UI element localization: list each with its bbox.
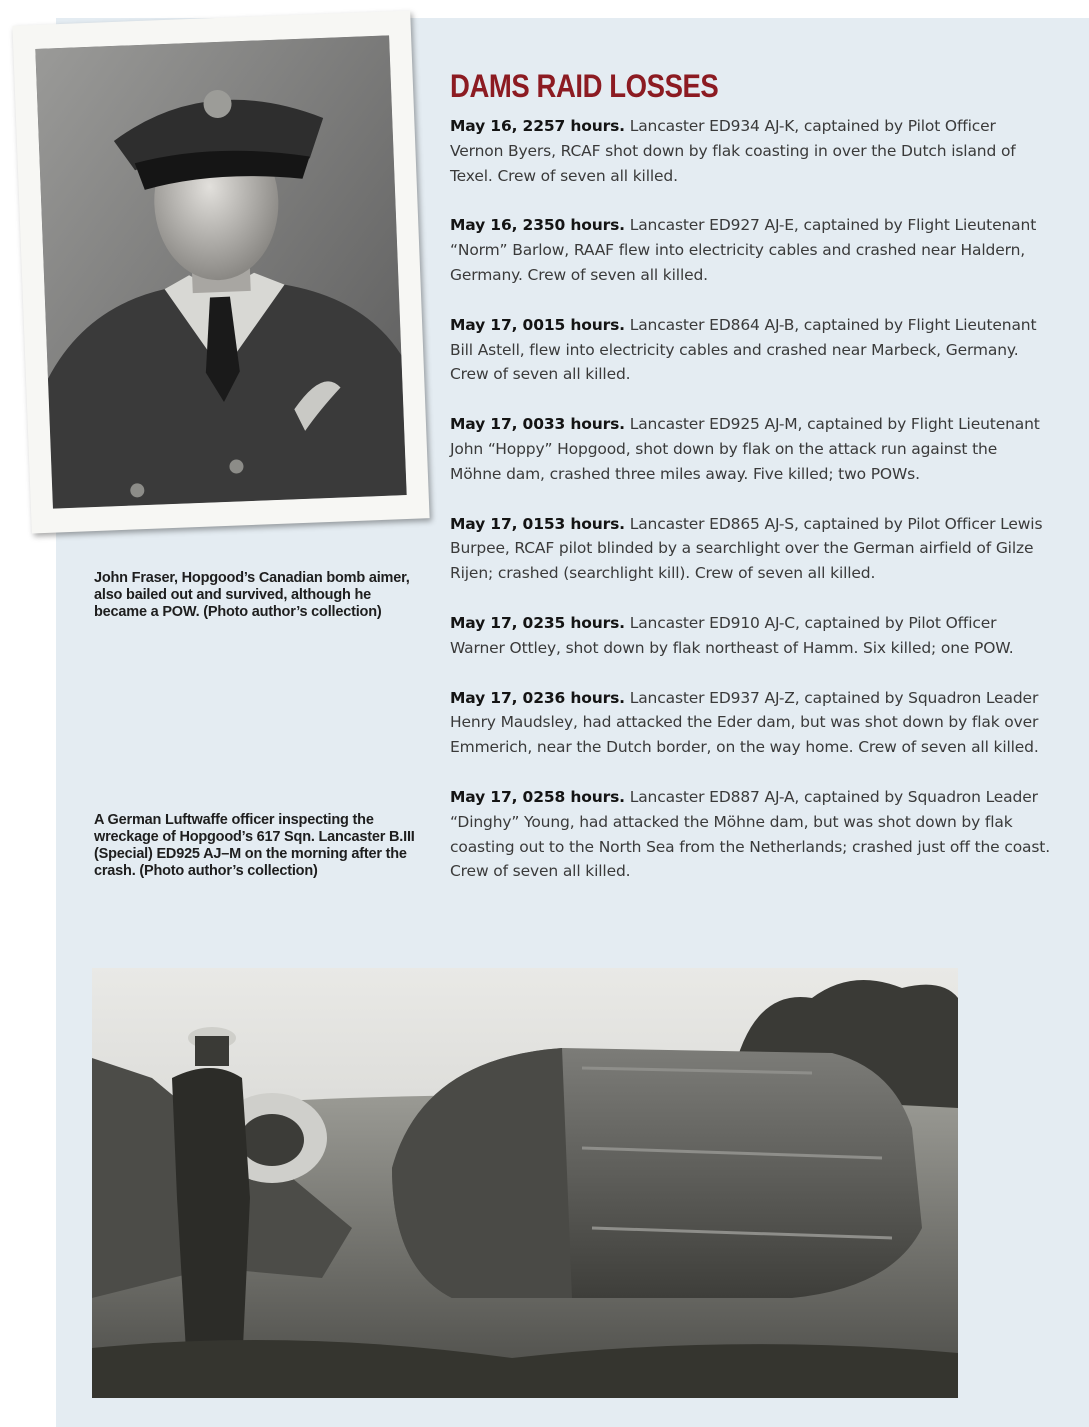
loss-details: Lancaster ED865 AJ-S, captained by Pilot Officer Lewis Burpee, RCAF pilot blinded by a searchlight over the German airfield of Gilze Rijen; crashed (searchlight kill). Crew of seven all killed. bbox=[450, 514, 1043, 583]
list-item bbox=[450, 412, 1050, 486]
loss-time: May 17, 0015 hours. bbox=[450, 315, 625, 334]
loss-details: Lancaster ED925 AJ-M, captained by Flight Lieutenant John “Hoppy” Hopgood, shot down by flak on the attack run against the Möhne dam, crashed three miles away. Five killed; two POWs. bbox=[450, 415, 1040, 483]
loss-details: Lancaster ED887 AJ-A, captained by Squadron Leader “Dinghy” Young, had attacked the Möhne dam, but was shot down by flak coasting out to the North Sea from the Netherlands; crashed just off the coast. Crew of seven all killed. bbox=[450, 787, 1051, 881]
loss-details: Lancaster ED910 AJ-C, captained by Pilot Officer Warner Ottley, shot down by flak northeast of Hamm. Six killed; one POW. bbox=[450, 613, 1014, 657]
loss-time: May 16, 2257 hours. bbox=[450, 117, 625, 135]
loss-details: Lancaster ED864 AJ-B, captained by Flight Lieutenant Bill Astell, flew into electricity cables and crashed near Marbeck, Germany. Crew of seven all killed. bbox=[450, 315, 1037, 384]
loss-details: Lancaster ED934 AJ-K, captained by Pilot Officer Vernon Byers, RCAF shot down by flak coasting in over the Dutch island of Texel. Crew of seven all killed. bbox=[450, 117, 1016, 185]
list-item bbox=[450, 213, 1050, 287]
loss-details: Lancaster ED927 AJ-E, captained by Flight Lieutenant “Norm” Barlow, RAAF flew into electricity cables and crashed near Haldern, Germany. Crew of seven all killed. bbox=[450, 216, 1037, 284]
loss-time: May 16, 2350 hours. bbox=[450, 216, 625, 235]
wreckage-caption: A German Luftwaffe officer inspecting the wreckage of Hopgood’s 617 Sqn. Lancaster B.III (Special) ED925 AJ–M on the morning after the crash. (Photo author’s collection) bbox=[94, 812, 415, 879]
portrait-photo bbox=[35, 35, 406, 508]
loss-details: Lancaster ED937 AJ-Z, captained by Squadron Leader Henry Maudsley, had attacked the Eder dam, but was shot down by flak over Emmerich, near the Dutch border, on the way home. Crew of seven all killed. bbox=[450, 688, 1039, 757]
page-title: DAMS RAID LOSSES bbox=[450, 68, 719, 104]
loss-time: May 17, 0236 hours. bbox=[450, 688, 625, 707]
portrait-caption: John Fraser, Hopgood’s Canadian bomb aimer, also bailed out and survived, although he became a POW. (Photo author’s collection) bbox=[94, 570, 410, 620]
list-item bbox=[450, 611, 1050, 661]
loss-time: May 17, 0258 hours. bbox=[450, 787, 625, 806]
list-item bbox=[450, 512, 1050, 586]
portrait-photo-frame bbox=[12, 11, 429, 534]
loss-time: May 17, 0153 hours. bbox=[450, 514, 625, 533]
list-item bbox=[450, 686, 1050, 760]
loss-time: May 17, 0235 hours. bbox=[450, 613, 625, 632]
losses-list bbox=[450, 114, 1050, 909]
list-item bbox=[450, 785, 1050, 884]
wreckage-photo bbox=[92, 968, 958, 1398]
loss-time: May 17, 0033 hours. bbox=[450, 415, 625, 434]
list-item bbox=[450, 114, 1050, 188]
list-item bbox=[450, 313, 1050, 387]
